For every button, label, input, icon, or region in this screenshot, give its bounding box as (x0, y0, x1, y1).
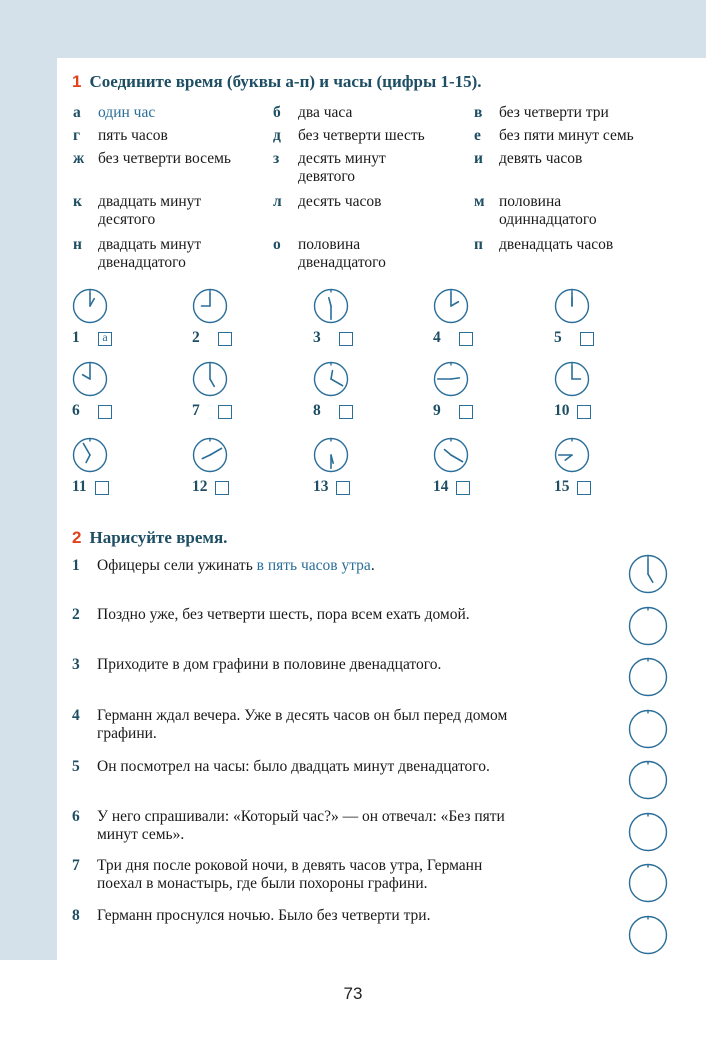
option-text-line: без пяти минут семь (499, 127, 634, 144)
option-text (499, 193, 597, 229)
option-text (298, 104, 352, 122)
option-text (499, 236, 613, 254)
option-letter: о (273, 236, 281, 253)
option-letter: а (73, 104, 81, 121)
answer-box[interactable] (456, 481, 470, 495)
option-letter: м (474, 193, 485, 210)
sentence-text (97, 707, 507, 743)
answer-letter: а (102, 330, 108, 344)
clock-5 (553, 287, 591, 325)
clock-number: 1 (72, 329, 80, 346)
clock-14 (432, 436, 470, 474)
answer-box[interactable] (339, 405, 353, 419)
option-text (499, 104, 609, 122)
clock-face (630, 710, 667, 747)
option-text-line: десять минут (298, 150, 386, 167)
option-letter: и (474, 150, 483, 167)
option-text (98, 104, 155, 122)
draw-clock-5 (627, 759, 669, 801)
answer-box[interactable] (336, 481, 350, 495)
draw-clock-7 (627, 862, 669, 904)
option-letter: н (73, 236, 82, 253)
exercise-1-title-text: Соедините время (буквы а-п) и часы (цифры 1-15). (89, 72, 482, 91)
sentence-text-part: Германн ждал вечера. Уже в десять часов он был перед домом (97, 707, 508, 724)
answer-box[interactable] (459, 405, 473, 419)
option-letter: з (273, 150, 280, 167)
clock-7 (191, 360, 229, 398)
clock-face (630, 916, 667, 953)
clock-15 (553, 436, 591, 474)
answer-box[interactable] (218, 405, 232, 419)
option-text-line: девять часов (499, 150, 583, 167)
clock-face (630, 813, 667, 850)
exercise-2-title (72, 528, 227, 548)
sentence-number: 2 (72, 606, 80, 623)
sentence-number: 8 (72, 907, 80, 924)
clock-hour-hand (451, 378, 459, 379)
sentence-text-part: графини. (97, 725, 157, 742)
option-text-line: без четверти восемь (98, 150, 231, 167)
option-text (298, 236, 386, 272)
option-text (298, 193, 382, 211)
option-text-line: половина (499, 193, 562, 210)
sentence-text-part: У него спрашивали: «Который час?» — он отвечал: «Без пяти (97, 808, 505, 825)
answer-box[interactable] (215, 481, 229, 495)
sentence-text-part: Приходите в дом графини в половине двенадцатого. (97, 656, 442, 673)
clock-13 (312, 436, 350, 474)
option-letter: п (474, 236, 483, 253)
option-text (98, 127, 168, 145)
sentence-text-part: минут семь». (97, 826, 185, 843)
clock-number: 13 (313, 478, 329, 495)
page-number: 73 (343, 984, 363, 1003)
option-text (298, 150, 386, 186)
option-text-line: девятого (298, 168, 356, 185)
option-text (98, 193, 201, 229)
clock-3 (312, 287, 350, 325)
clock-11 (71, 436, 109, 474)
clock-1 (71, 287, 109, 325)
clock-number: 3 (313, 329, 321, 346)
exercise-2-number: 2 (72, 528, 82, 547)
answer-box[interactable] (98, 405, 112, 419)
sentence-text-part: . (370, 557, 375, 574)
option-letter: г (73, 127, 81, 144)
option-text-line: без четверти шесть (298, 127, 425, 144)
clock-face (630, 865, 667, 902)
clock-number: 10 (554, 402, 570, 419)
sentence-text (97, 557, 375, 575)
option-text-line: двенадцать часов (499, 236, 614, 253)
clock-number: 14 (433, 478, 449, 495)
answer-box[interactable] (339, 332, 353, 346)
option-text (499, 127, 634, 145)
answer-box[interactable] (459, 332, 473, 346)
sentence-text (97, 758, 490, 776)
option-text (499, 150, 582, 168)
answer-box[interactable] (95, 481, 109, 495)
clock-8 (312, 360, 350, 398)
option-text-line: два часа (298, 104, 353, 121)
option-text-line: двадцать минут (98, 236, 202, 253)
option-text-line: половина (298, 236, 361, 253)
answer-box[interactable] (98, 332, 112, 346)
exercise-1-number: 1 (72, 72, 82, 91)
clock-6 (71, 360, 109, 398)
clock-number: 12 (192, 478, 208, 495)
clock-face (630, 762, 667, 799)
sentence-text-part: Поздно уже, без четверти шесть, пора всем ехать домой. (97, 606, 470, 623)
draw-clock-3 (627, 656, 669, 698)
answer-box[interactable] (218, 332, 232, 346)
draw-clock-4 (627, 708, 669, 750)
clock-number: 11 (72, 478, 87, 495)
clock-number: 4 (433, 329, 441, 346)
sentence-text-part: Офицеры сели ужинать (97, 557, 257, 574)
clock-number: 6 (72, 402, 80, 419)
option-text-line: двадцать минут (98, 193, 202, 210)
answer-box[interactable] (580, 332, 594, 346)
exercise-1-title (72, 72, 482, 92)
sentence-text-part: Три дня после роковой ночи, в девять часов утра, Германн (97, 857, 483, 874)
option-text-line: двенадцатого (98, 254, 186, 271)
sentence-number: 3 (72, 656, 80, 673)
option-letter: д (273, 127, 281, 144)
sentence-highlight: в пять часов утра (256, 557, 371, 574)
option-letter: л (273, 193, 282, 210)
option-text (298, 127, 425, 145)
option-text-line: десять часов (298, 193, 382, 210)
clock-10 (553, 360, 591, 398)
option-text-line: один час (98, 104, 156, 121)
answer-box[interactable] (577, 405, 591, 419)
draw-clock-2 (627, 605, 669, 647)
option-letter: е (474, 127, 481, 144)
clock-2 (191, 287, 229, 325)
clock-face (630, 659, 667, 696)
sentence-number: 4 (72, 707, 80, 724)
sentence-number: 5 (72, 758, 80, 775)
clock-number: 2 (192, 329, 200, 346)
answer-box[interactable] (577, 481, 591, 495)
draw-clock-8 (627, 914, 669, 956)
option-text-line: одиннадцатого (499, 211, 597, 228)
option-text (98, 150, 231, 168)
option-text-line: десятого (98, 211, 156, 228)
sentence-number: 1 (72, 557, 80, 574)
option-text-line: без четверти три (499, 104, 609, 121)
sentence-text (97, 656, 441, 674)
clock-9 (432, 360, 470, 398)
option-letter: ж (73, 150, 85, 167)
option-text-line: пять часов (98, 127, 168, 144)
sentence-text (97, 606, 470, 624)
clock-number: 9 (433, 402, 441, 419)
sentence-text-part: Он посмотрел на часы: было двадцать минут двенадцатого. (97, 758, 490, 775)
clock-number: 8 (313, 402, 321, 419)
option-text (98, 236, 201, 272)
sentence-text (97, 907, 430, 925)
draw-clock-6 (627, 811, 669, 853)
option-text-line: двенадцатого (298, 254, 386, 271)
clock-number: 7 (192, 402, 200, 419)
clock-12 (191, 436, 229, 474)
clock-number: 15 (554, 478, 570, 495)
clock-face (630, 607, 667, 644)
sentence-text (97, 857, 482, 893)
option-letter: в (474, 104, 483, 121)
sentence-text-part: поехал в монастырь, где были похороны графини. (97, 875, 428, 892)
clock-4 (432, 287, 470, 325)
draw-clock-1 (627, 553, 669, 595)
exercise-2-title-text: Нарисуйте время. (89, 528, 228, 547)
sentence-number: 6 (72, 808, 80, 825)
sentence-number: 7 (72, 857, 80, 874)
sentence-text (97, 808, 505, 844)
option-letter: б (273, 104, 281, 121)
clock-number: 5 (554, 329, 562, 346)
option-letter: к (73, 193, 82, 210)
sentence-text-part: Германн проснулся ночью. Было без четверти три. (97, 907, 431, 924)
